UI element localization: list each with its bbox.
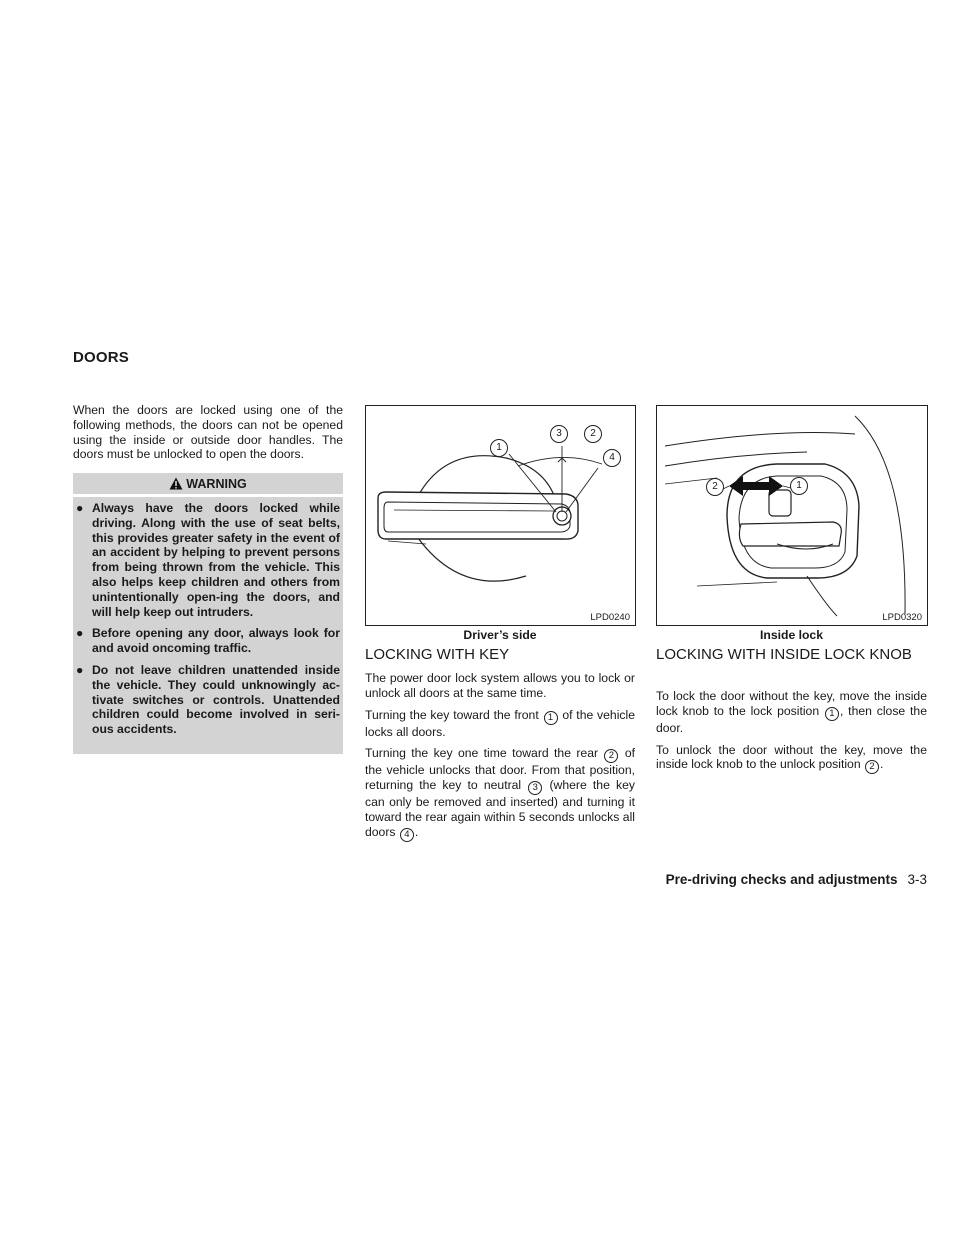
warning-title: WARNING [186,476,247,491]
section-title: DOORS [73,349,130,366]
figure1-label-2: 2 [584,425,602,443]
page-number: 3-3 [907,872,927,887]
figure1-caption: Driver’s side [463,628,537,642]
warning-triangle-icon [169,477,183,490]
figure2-code: LPD0320 [882,612,922,623]
key-paragraph-1: The power door lock system allows you to lock or unlock all doors at the same time. [365,671,635,700]
callout-4: 4 [400,828,414,842]
callout-1: 1 [825,707,839,721]
footer-chapter-title: Pre-driving checks and adjustments [665,872,898,887]
warning-body [73,497,343,754]
bullet-icon: ● [76,501,84,515]
warning-item: ● Do not leave children unattended inside the vehicle. They could unknowingly ac-tivate switches or controls. Unattended children could become involved in seri-ous accidents. [76,662,340,737]
figure1-code: LPD0240 [590,612,630,623]
key-paragraph-3: Turning the key one time toward the rear 2 of the vehicle unlocks that door. From that position, returning the key to neutral 3 (where the key can only be removed and inserted) and turning it toward the rear again within 5 seconds unlocks all doors 4 . [365,746,635,840]
bullet-icon: ● [76,626,84,641]
knob-section-body [656,689,927,781]
figure1-label-1: 1 [490,439,508,457]
figure2-label-1: 1 [790,477,808,495]
callout-1: 1 [544,711,558,725]
knob-paragraph-1: To lock the door without the key, move the inside lock knob to the lock position 1 , then close the door. [656,689,927,735]
warning-item: ● Before opening any door, always look for and avoid oncoming traffic. [76,626,340,656]
callout-3: 3 [528,781,542,795]
callout-2: 2 [604,749,618,763]
bullet-icon: ● [76,662,84,677]
figure2-caption: Inside lock [760,628,823,642]
key-section-body [365,671,635,849]
knob-section-title: LOCKING WITH INSIDE LOCK KNOB [656,646,912,663]
key-section-title: LOCKING WITH KEY [365,646,510,663]
figure2-label-2: 2 [706,478,724,496]
figure1-label-3: 3 [550,425,568,443]
inside-lock-illustration [657,406,927,625]
knob-paragraph-2: To unlock the door without the key, move the inside lock knob to the unlock position 2 . [656,742,927,773]
figure-inside-lock [656,405,928,626]
figure1-label-4: 4 [603,449,621,467]
page-footer [666,872,927,887]
key-paragraph-2: Turning the key toward the front 1 of the vehicle locks all doors. [365,707,635,739]
intro-paragraph: When the doors are locked using one of the following methods, the doors can not be opened using the inside or outside door handles. The doors must be unlocked to open the doors. [73,403,343,462]
warning-item: ● Always have the doors locked while driving. Along with the use of seat belts, this provides greater safety in the event of an accident by helping to prevent persons from being thrown from the vehicle. This also helps keep children and others from unintentionally open-ing the doors, and will help keep out intruders. [76,501,340,619]
callout-2: 2 [865,760,879,774]
warning-header [73,473,343,494]
figure-drivers-side [365,405,636,626]
